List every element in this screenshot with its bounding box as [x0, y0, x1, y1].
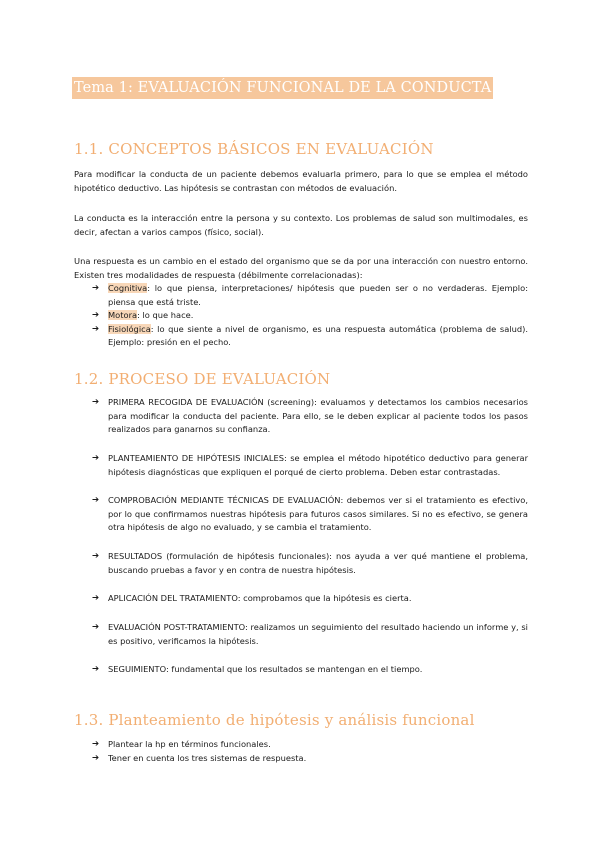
term-highlight: Fisiológica — [108, 323, 151, 334]
list-item — [92, 309, 528, 323]
arrow-right-icon: ➔ — [92, 310, 100, 321]
section-heading-3: 1.3. Planteamiento de hipótesis y análisis funcional — [74, 711, 475, 729]
step-text: PLANTEAMIENTO DE HIPÓTESIS INICIALES: se emplea el método hipotético deductivo para generar hipótesis diagnósticas que expliquen el porqué de cierto problema. Deben estar contrastadas. — [108, 453, 528, 477]
list-item — [92, 738, 528, 752]
step-text: SEGUIMIENTO: fundamental que los resultados se mantengan en el tiempo. — [108, 664, 423, 674]
list-item — [92, 550, 528, 577]
step-text: EVALUACIÓN POST-TRATAMIENTO: realizamos un seguimiento del resultado haciendo un informe y, si es positivo, verificamos la hipótesis. — [108, 622, 528, 646]
section-heading-2: 1.2. PROCESO DE EVALUACIÓN — [74, 370, 331, 388]
arrow-right-icon: ➔ — [92, 739, 100, 749]
arrow-right-icon: ➔ — [92, 397, 100, 407]
paragraph-2: La conducta es la interacción entre la persona y su contexto. Los problemas de salud son multimodales, es decir, afectan a varios campos (físico, social). — [74, 213, 528, 237]
arrow-right-icon: ➔ — [92, 622, 100, 632]
step-text: PRIMERA RECOGIDA DE EVALUACIÓN (screening): evaluamos y detectamos los cambios necesarios para modificar la conducta del paciente. Para ello, se le deben explicar al paciente todos los pasos realizados para ganarnos su confianza. — [108, 397, 528, 435]
list-item — [92, 621, 528, 648]
term-description: : lo que hace. — [137, 310, 194, 321]
list-item — [92, 282, 528, 309]
arrow-right-icon: ➔ — [92, 453, 100, 463]
arrow-right-icon: ➔ — [92, 551, 100, 561]
term-description: : lo que piensa, interpretaciones/ hipótesis que pueden ser o no verdaderas. Ejemplo: piensa que está triste. — [108, 283, 528, 307]
main-title: Tema 1: EVALUACIÓN FUNCIONAL DE LA CONDUCTA — [72, 77, 493, 99]
term-highlight: Motora — [108, 310, 138, 321]
section-heading-1: 1.1. CONCEPTOS BÁSICOS EN EVALUACIÓN — [74, 140, 434, 158]
item-text: Tener en cuenta los tres sistemas de respuesta. — [108, 752, 307, 763]
list-item — [92, 592, 528, 606]
term-description: : lo que siente a nivel de organismo, es una respuesta automática (problema de salud). Ejemplo: presión en el pecho. — [108, 323, 528, 348]
item-text: Plantear la hp en términos funcionales. — [108, 739, 271, 749]
hypothesis-list — [92, 738, 528, 765]
arrow-right-icon: ➔ — [92, 283, 100, 293]
term-highlight: Cognitiva — [108, 283, 148, 293]
step-text: COMPROBACIÓN MEDIANTE TÉCNICAS DE EVALUACIÓN: debemos ver si el tratamiento es efectivo, por lo que confirmamos nuestras hipótesis para futuros casos similares. Si no es efectivo, se genera otra hipótesis de algo no evaluado, y se cambia el tratamiento. — [108, 495, 528, 533]
arrow-right-icon: ➔ — [92, 752, 100, 763]
response-modalities-list — [92, 282, 528, 350]
arrow-right-icon: ➔ — [92, 593, 100, 603]
list-item — [92, 663, 528, 677]
arrow-right-icon: ➔ — [92, 495, 100, 505]
paragraph-1: Para modificar la conducta de un paciente debemos evaluarla primero, para lo que se emplea el método hipotético deductivo. Las hipótesis se contrastan con métodos de evaluación. — [74, 169, 528, 193]
arrow-right-icon: ➔ — [92, 664, 100, 674]
list-item — [92, 752, 528, 766]
list-item — [92, 396, 528, 437]
step-text: RESULTADOS (formulación de hipótesis funcionales): nos ayuda a ver qué mantiene el problema, buscando pruebas a favor y en contra de nuestra hipótesis. — [108, 551, 528, 575]
step-text: APLICACIÓN DEL TRATAMIENTO: comprobamos que la hipótesis es cierta. — [108, 593, 412, 603]
list-item — [92, 323, 528, 350]
list-item — [92, 452, 528, 479]
list-item — [92, 494, 528, 535]
arrow-right-icon: ➔ — [92, 323, 100, 334]
paragraph-3: Una respuesta es un cambio en el estado del organismo que se da por una interacción con nuestro entorno. Existen tres modalidades de respuesta (débilmente correlacionadas): — [74, 256, 528, 280]
